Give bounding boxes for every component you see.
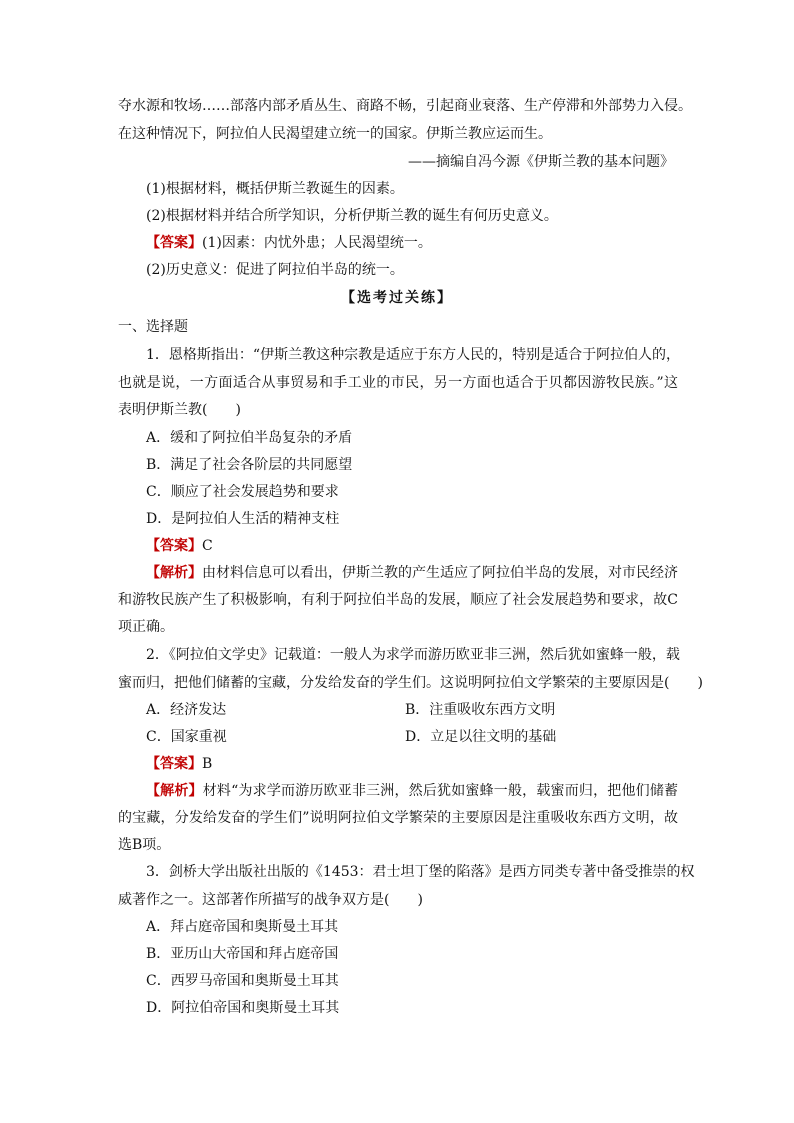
item3-option-b: B．亚历山大帝国和拜占庭帝国 bbox=[146, 946, 339, 962]
answer-tag: 【答案】 bbox=[146, 235, 202, 251]
answer-line-2: (2)历史意义：促进了阿拉伯半岛的统一。 bbox=[146, 262, 404, 278]
item1-answer bbox=[146, 537, 213, 555]
material-source: ——摘编自冯今源《伊斯兰教的基本问题》 bbox=[408, 154, 674, 170]
item3-option-a: A．拜占庭帝国和奥斯曼土耳其 bbox=[146, 919, 339, 935]
item2-option-c: C．国家重视 bbox=[146, 729, 227, 745]
answer-text-1: (1)因素：内忧外患；人民渴望统一。 bbox=[202, 235, 432, 251]
material-line-1: 夺水源和牧场……部落内部矛盾丛生、商路不畅，引起商业衰落、生产停滞和外部势力入侵。 bbox=[118, 98, 692, 114]
item2-analysis-text-1: 材料“为求学而游历欧亚非三洲，然后犹如蜜蜂一般，载蜜而归，把他们储蓄 bbox=[202, 783, 679, 799]
part-title: 一、选择题 bbox=[118, 319, 188, 335]
item2-analysis-tag: 【解析】 bbox=[146, 783, 203, 799]
item1-option-c: C．顺应了社会发展趋势和要求 bbox=[146, 484, 339, 500]
item2-analysis-line-2: 的宝藏，分发给发奋的学生们”说明阿拉伯文学繁荣的主要原因是注重吸收东西方文明，故 bbox=[118, 810, 678, 826]
item3-option-d: D．阿拉伯帝国和奥斯曼土耳其 bbox=[146, 1000, 340, 1016]
item1-analysis-line-1 bbox=[146, 564, 678, 582]
item2-analysis-line-1 bbox=[146, 782, 678, 800]
item1-option-a: A．缓和了阿拉伯半岛复杂的矛盾 bbox=[146, 430, 353, 446]
item1-analysis-tag: 【解析】 bbox=[146, 565, 202, 581]
item1-stem-line-2: 也就是说，一方面适合从事贸易和手工业的市民，另一方面也适合于贝都因游牧民族。”这 bbox=[118, 375, 678, 391]
item2-answer bbox=[146, 755, 212, 773]
item2-option-b: B．注重吸收东西方文明 bbox=[405, 702, 556, 718]
item1-stem-line-3: 表明伊斯兰教( ) bbox=[118, 402, 241, 418]
item2-option-d: D．立足以往文明的基础 bbox=[405, 729, 557, 745]
question-1: (1)根据材料，概括伊斯兰教诞生的因素。 bbox=[146, 181, 404, 197]
item1-option-d: D．是阿拉伯人生活的精神支柱 bbox=[146, 511, 340, 527]
item1-answer-tag: 【答案】 bbox=[146, 538, 202, 554]
item1-option-b: B．满足了社会各阶层的共同愿望 bbox=[146, 457, 353, 473]
section-title: 【选考过关练】 bbox=[341, 290, 453, 306]
item2-stem-line-1: 2．《阿拉伯文学史》记载道：一般人为求学而游历欧亚非三洲，然后犹如蜜蜂一般，载 bbox=[146, 647, 680, 663]
item1-stem-line-1: 1．恩格斯指出：“伊斯兰教这种宗教是适应于东方人民的，特别是适合于阿拉伯人的， bbox=[146, 347, 681, 363]
item2-answer-tag: 【答案】 bbox=[146, 756, 202, 772]
item1-analysis-line-3: 项正确。 bbox=[118, 619, 174, 635]
item2-answer-value: B bbox=[202, 756, 213, 772]
question-2: (2)根据材料并结合所学知识，分析伊斯兰教的诞生有何历史意义。 bbox=[146, 208, 558, 224]
item3-stem-line-2: 威著作之一。这部著作所描写的战争双方是( ) bbox=[118, 892, 423, 908]
item1-analysis-line-2: 和游牧民族产生了积极影响，有利于阿拉伯半岛的发展，顺应了社会发展趋势和要求，故C bbox=[118, 592, 678, 608]
item1-answer-value: C bbox=[202, 538, 213, 554]
item2-option-a: A．经济发达 bbox=[146, 702, 227, 718]
item2-stem-line-2: 蜜而归，把他们储蓄的宝藏，分发给发奋的学生们。这说明阿拉伯文学繁荣的主要原因是( ) bbox=[118, 675, 703, 691]
item3-option-c: C．西罗马帝国和奥斯曼土耳其 bbox=[146, 973, 339, 989]
material-line-2: 在这种情况下，阿拉伯人民渴望建立统一的国家。伊斯兰教应运而生。 bbox=[118, 126, 552, 142]
item1-analysis-text-1: 由材料信息可以看出，伊斯兰教的产生适应了阿拉伯半岛的发展，对市民经济 bbox=[202, 565, 678, 581]
item2-analysis-line-3: 选B项。 bbox=[118, 837, 171, 853]
answer-line-1 bbox=[146, 234, 432, 252]
item3-stem-line-1: 3．剑桥大学出版社出版的《1453：君士坦丁堡的陷落》是西方同类专著中备受推崇的权 bbox=[146, 864, 695, 880]
